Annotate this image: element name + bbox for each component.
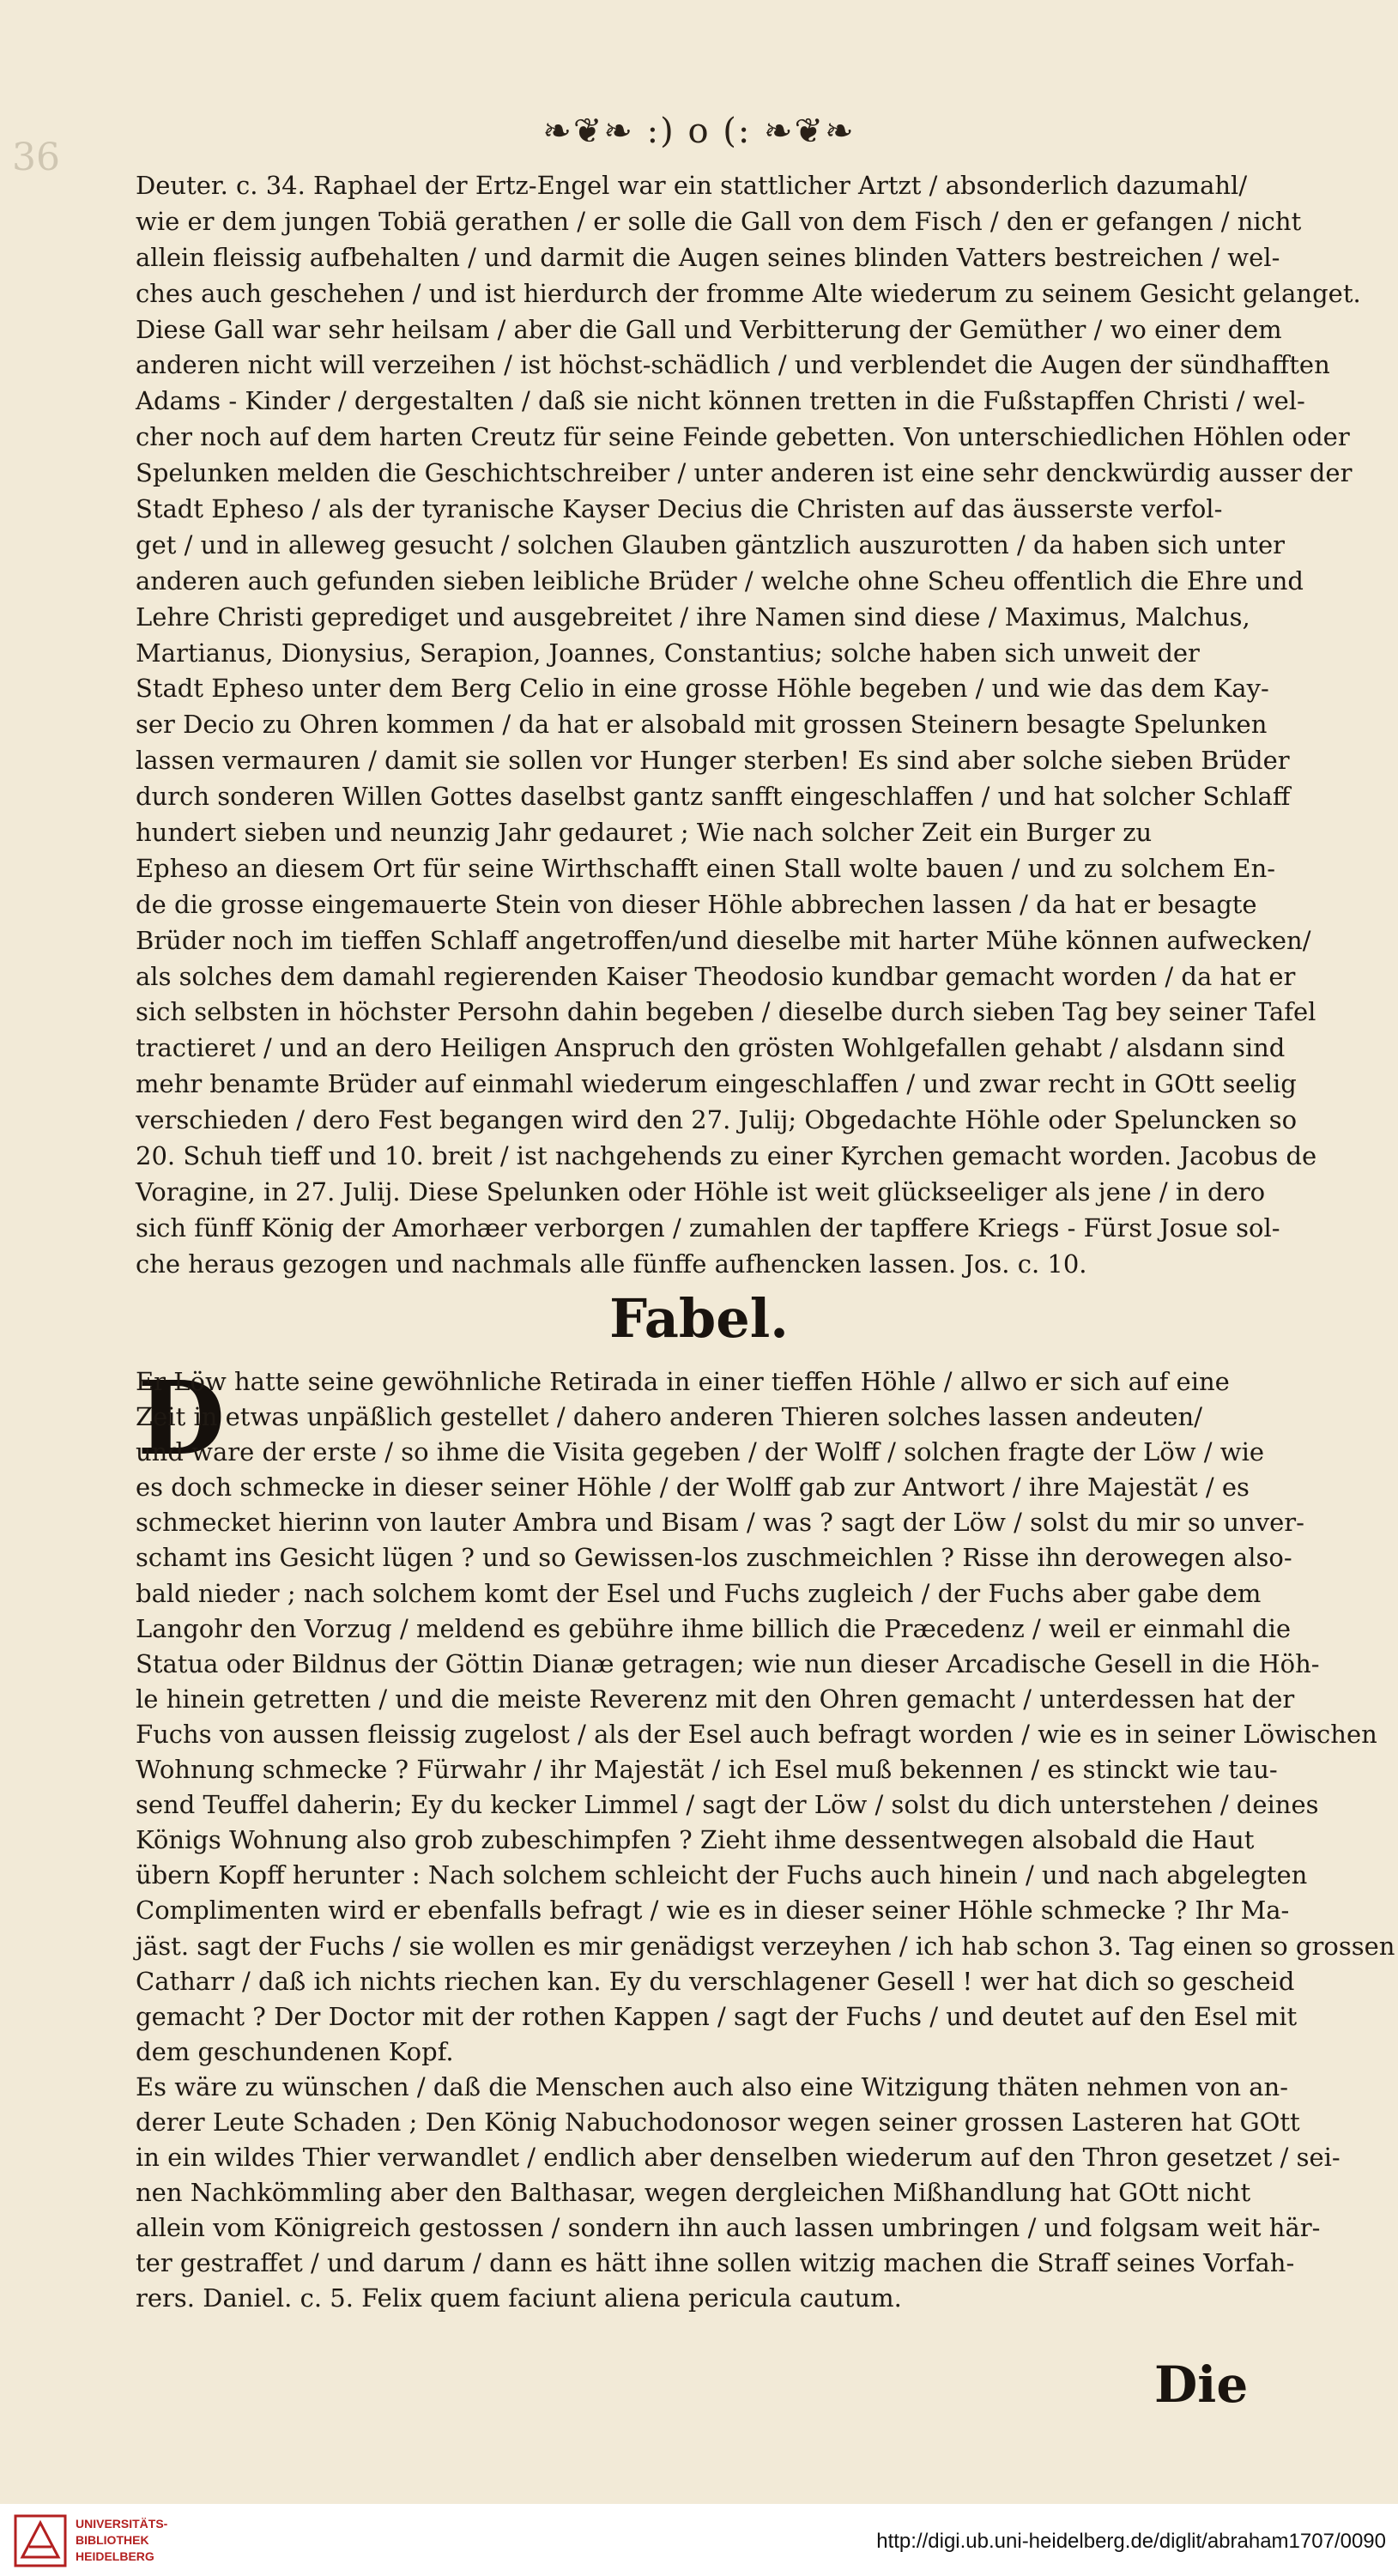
- text-line: Brüder noch im tieffen Schlaff angetroffen/und dieselbe mit harter Mühe können aufwecken/: [136, 925, 1311, 955]
- text-line: verschieden / dero Fest begangen wird den 27. Julij; Obgedachte Höhle oder Speluncken so: [136, 1105, 1298, 1135]
- text-line: derer Leute Schaden ; Den König Nabuchodonosor wegen seiner grossen Lasteren hat GOtt: [136, 2107, 1300, 2137]
- text-line: Es wäre zu wünschen / daß die Menschen auch also eine Witzigung thäten nehmen von an-: [136, 2071, 1288, 2101]
- text-line: Er Löw hatte seine gewöhnliche Retirada in einer tieffen Höhle / allwo er sich auf eine: [136, 1367, 1230, 1396]
- text-line: Langohr den Vorzug / meldend es gebühre ihme billich die Præcedenz / weil er einmahl die: [136, 1613, 1292, 1643]
- university-seal-icon: [12, 2513, 69, 2569]
- text-line: Epheso an diesem Ort für seine Wirthschafft einen Stall wolte bauen / und zu solchem En-: [136, 853, 1276, 883]
- main-text-block: [136, 168, 1361, 1283]
- text-line: durch sonderen Willen Gottes daselbst gantz sanfft eingeschlaffen / und hat solcher Schlaff: [136, 782, 1291, 812]
- text-line: allein fleissig aufbehalten / und darmit die Augen seines blinden Vatters bestreichen / wel-: [136, 242, 1280, 272]
- text-line: hundert sieben und neunzig Jahr gedauret ; Wie nach solcher Zeit ein Burger zu: [136, 818, 1153, 848]
- library-name: [76, 2516, 167, 2565]
- text-line: le hinein getretten / und die meiste Reverenz mit den Ohren gemacht / unterdessen hat der: [136, 1684, 1295, 1714]
- text-line: in ein wildes Thier verwandlet / endlich aber denselben wiederum auf den Thron gesetzet / sei-: [136, 2143, 1341, 2173]
- text-line: jäst. sagt der Fuchs / sie wollen es mir genädigst verzeyhen / ich hab schon 3. Tag einen so grossen: [136, 1931, 1395, 1961]
- text-line: get / und in alleweg gesucht / solchen Glauben gäntzlich auszurotten / da haben sich unter: [136, 529, 1285, 559]
- text-line: Statua oder Bildnus der Göttin Dianæ getragen; wie nun dieser Arcadische Gesell in die Höh-: [136, 1648, 1320, 1678]
- text-line: 20. Schuh tieff und 10. breit / ist nachgehends zu einer Kyrchen gemacht worden. Jacobus de: [136, 1141, 1317, 1171]
- text-line: sich selbsten in höchster Persohn dahin begeben / dieselbe durch sieben Tag bey seiner Tafel: [136, 997, 1316, 1027]
- text-line: ser Decio zu Ohren kommen / da hat er alsobald mit grossen Steinern besagte Spelunken: [136, 710, 1268, 740]
- text-line: Zeit in etwas unpäßlich gestellet / dahero anderen Thieren solches lassen andeuten/: [136, 1402, 1202, 1432]
- text-line: mehr benamte Brüder auf einmahl wiederum eingeschlaffen / und zwar recht in GOtt seelig: [136, 1069, 1297, 1099]
- text-line: Complimenten wird er ebenfalls befragt / wie es in dieser seiner Höhle schmecke ? Ihr Ma-: [136, 1896, 1290, 1926]
- text-line: allein vom Königreich gestossen / sondern ihn auch lassen umbringen / und folgsam weit här-: [136, 2213, 1321, 2243]
- text-line: dem geschundenen Kopf.: [136, 2036, 454, 2066]
- text-line: Lehre Christi geprediget und ausgebreitet / ihre Namen sind diese / Maximus, Malchus,: [136, 602, 1250, 632]
- text-line: schmecket hierinn von lauter Ambra und Bisam / was ? sagt der Löw / solst du mir so unver-: [136, 1508, 1304, 1538]
- text-line: gemacht ? Der Doctor mit der rothen Kappen / sagt der Fuchs / und deutet auf den Esel mit: [136, 2001, 1298, 2031]
- text-line: anderen nicht will verzeihen / ist höchst-schädlich / und verblendet die Augen der sündhafften: [136, 350, 1330, 380]
- text-line: send Teuffel daherin; Ey du kecker Limmel / sagt der Löw / solst du dich unterstehen / deines: [136, 1790, 1319, 1820]
- text-line: sich fünff König der Amorhæer verborgen / zumahlen der tapffere Kriegs - Fürst Josue sol-: [136, 1212, 1280, 1243]
- text-line: schamt ins Gesicht lügen ? und so Gewissen-los zuschmeichlen ? Risse ihn derowegen also-: [136, 1543, 1292, 1573]
- text-line: ches auch geschehen / und ist hierdurch der fromme Alte wiederum zu seinem Gesicht gelanget.: [136, 278, 1361, 308]
- catchword: Die: [1154, 2355, 1249, 2414]
- text-line: tractieret / und an dero Heiligen Anspruch den grösten Wohlgefallen gehabt / alsdann sind: [136, 1033, 1286, 1063]
- library-name-line: BIBLIOTHEK: [76, 2533, 149, 2547]
- text-line: anderen auch gefunden sieben leibliche Brüder / welche ohne Scheu offentlich die Ehre und: [136, 565, 1304, 596]
- text-line: und ware der erste / so ihme die Visita gegeben / der Wolff / solchen fragte der Löw / wie: [136, 1437, 1265, 1467]
- text-line: Martianus, Dionysius, Serapion, Joannes, Constantius; solche haben sich unweit der: [136, 638, 1200, 668]
- drop-cap-initial: D: [137, 1358, 226, 1478]
- library-name-line: HEIDELBERG: [76, 2549, 154, 2563]
- text-line: de die grosse eingemauerte Stein von dieser Höhle abbrechen lassen / da hat er besagte: [136, 889, 1257, 919]
- fable-heading: Fabel.: [609, 1287, 789, 1350]
- text-line: Königs Wohnung also grob zubeschimpfen ? Zieht ihme dessentwegen alsobald die Haut: [136, 1825, 1255, 1855]
- text-line: ter gestraffet / und darum / dann es hätt ihne sollen witzig machen die Straff seines Vorfah-: [136, 2248, 1295, 2278]
- text-line: Catharr / daß ich nichts riechen kan. Ey du verschlagener Gesell ! wer hat dich so gescheid: [136, 1966, 1295, 1996]
- text-line: Wohnung schmecke ? Fürwahr / ihr Majestät / ich Esel muß bekennen / es stinckt wie tau-: [136, 1755, 1278, 1785]
- text-line: übern Kopff herunter : Nach solchem schleicht der Fuchs auch hinein / und nach abgelegten: [136, 1860, 1308, 1890]
- text-line: Stadt Epheso / als der tyranische Kayser Decius die Christen auf das äusserste verfol-: [136, 494, 1223, 524]
- text-line: als solches dem damahl regierenden Kaiser Theodosio kundbar gemacht worden / da hat er: [136, 961, 1296, 991]
- text-line: Stadt Epheso unter dem Berg Celio in eine grosse Höhle begeben / und wie das dem Kay-: [136, 674, 1269, 704]
- text-line: Adams - Kinder / dergestalten / daß sie nicht können tretten in die Fußstapffen Christi / wel-: [136, 386, 1305, 416]
- text-line: cher noch auf dem harten Creutz für seine Feinde gebetten. Von unterschiedlichen Höhlen oder: [136, 422, 1350, 452]
- text-line: Deuter. c. 34. Raphael der Ertz-Engel war ein stattlicher Artzt / absonderlich dazumahl/: [136, 171, 1248, 200]
- fable-text-block: [136, 1358, 1395, 2317]
- text-line: rers. Daniel. c. 5. Felix quem faciunt aliena pericula cautum.: [136, 2283, 902, 2313]
- footer-bar: [0, 2504, 1398, 2576]
- library-name-line: UNIVERSITÄTS-: [76, 2517, 168, 2531]
- header-ornament: ❧❦❧ :) o (: ❧❦❧: [542, 112, 856, 151]
- text-line: lassen vermauren / damit sie sollen vor Hunger sterben! Es sind aber solche sieben Brüder: [136, 746, 1290, 776]
- text-line: nen Nachkömmling aber den Balthasar, wegen dergleichen Mißhandlung hat GOtt nicht: [136, 2178, 1251, 2208]
- text-line: es doch schmecke in dieser seiner Höhle / der Wolff gab zur Antwort / ihre Majestät / es: [136, 1472, 1250, 1503]
- text-line: Diese Gall war sehr heilsam / aber die Gall und Verbitterung der Gemüther / wo einer dem: [136, 314, 1282, 344]
- text-line: Fuchs von aussen fleissig zugelost / als der Esel auch befragt worden / wie es in seiner Löwischen: [136, 1719, 1377, 1749]
- source-url-link[interactable]: http://digi.ub.uni-heidelberg.de/diglit/abraham1707/0090: [876, 2530, 1386, 2553]
- margin-pencil-note: 36: [12, 136, 60, 179]
- text-line: che heraus gezogen und nachmals alle fünffe aufhencken lassen. Jos. c. 10.: [136, 1249, 1087, 1279]
- text-line: Voragine, in 27. Julij. Diese Spelunken oder Höhle ist weit glückseeliger als jene / in dero: [136, 1176, 1266, 1206]
- text-line: Spelunken melden die Geschichtschreiber / unter anderen ist eine sehr denckwürdig ausser der: [136, 458, 1353, 488]
- text-line: bald nieder ; nach solchem komt der Esel und Fuchs zugleich / der Fuchs aber gabe dem: [136, 1578, 1262, 1608]
- text-line: wie er dem jungen Tobiä gerathen / er solle die Gall von dem Fisch / den er gefangen / nicht: [136, 206, 1302, 236]
